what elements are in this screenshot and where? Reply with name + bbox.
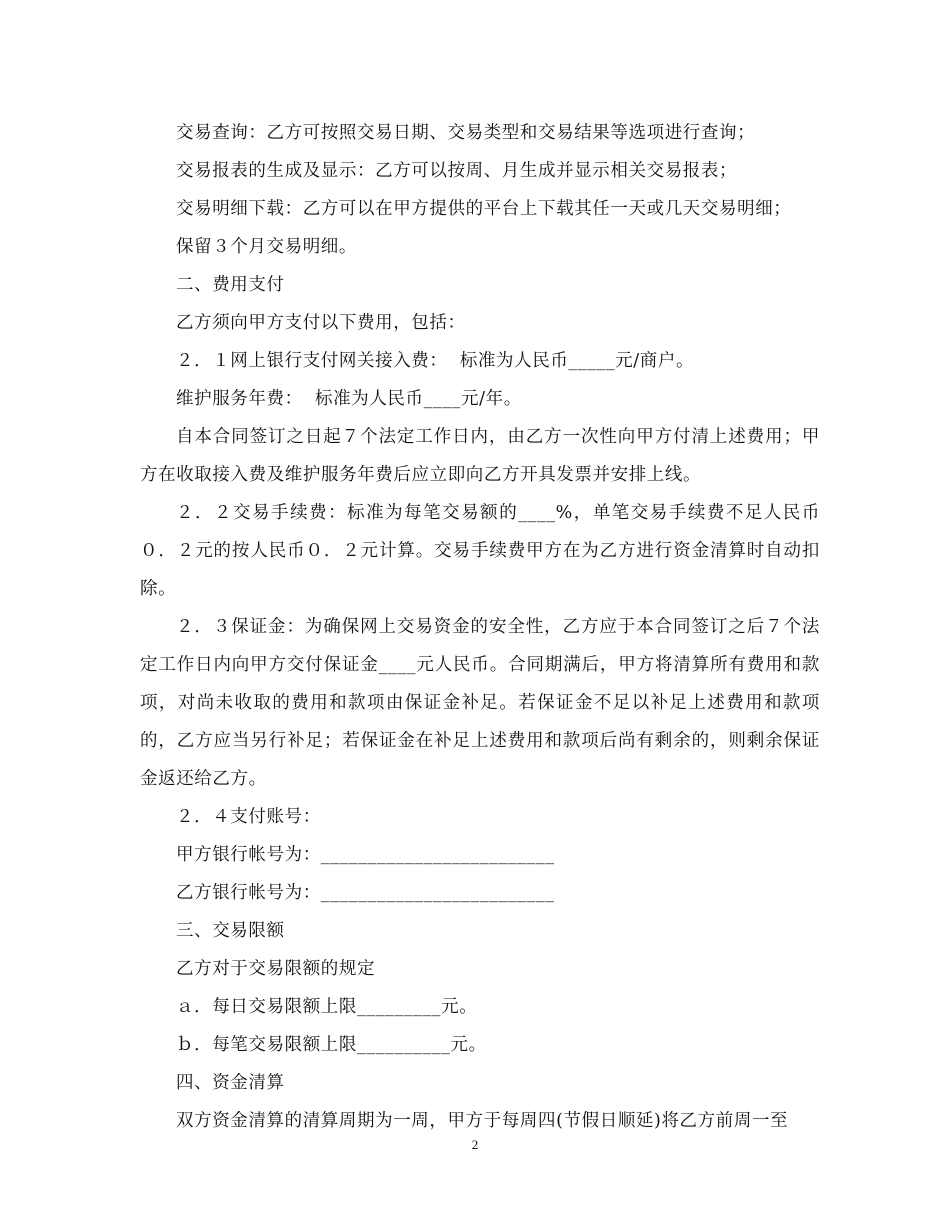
paragraph-transaction-report: 交易报表的生成及显示：乙方可以按周、月生成并显示相关交易报表； [176, 161, 738, 181]
paragraph-fees-intro: 乙方须向甲方支付以下费用，包括： [176, 313, 466, 333]
paragraph-transaction-fee: ２．２交易手续费：标准为每笔交易额的____%，单笔交易手续费不足人民币０．２元的按人民币０．２元计算。交易手续费甲方在为乙方进行资金清算时自动扣除。 [140, 503, 820, 599]
paragraph-maintenance-fee: 维护服务年费： 标准为人民币____元/年。 [176, 389, 522, 409]
paragraph-gateway-fee: ２．１网上银行支付网关接入费： 标准为人民币_____元/商户。 [176, 351, 695, 371]
paragraph-payment-account: ２．４支付账号： [176, 807, 321, 827]
document-body [140, 114, 820, 1140]
paragraph-transaction-query: 交易查询：乙方可按照交易日期、交易类型和交易结果等选项进行查询； [176, 123, 756, 143]
paragraph-retention: 保留３个月交易明细。 [176, 237, 357, 257]
paragraph-party-a-account: 甲方银行帐号为：_________________________ [176, 845, 555, 865]
paragraph-daily-limit: ａ．每日交易限额上限_________元。 [176, 997, 478, 1017]
paragraph-party-b-account: 乙方银行帐号为：_________________________ [176, 883, 555, 903]
section-heading-fees: 二、费用支付 [176, 275, 285, 295]
paragraph-deposit: ２．３保证金：为确保网上交易资金的安全性，乙方应于本合同签订之后７个法定工作日内向甲方交付保证金____元人民币。合同期满后，甲方将清算所有费用和款项，对尚未收取的费用和款项由保证金补足。若保证金不足以补足上述费用和款项的，乙方应当另行补足；若保证金在补足上述费用和款项后尚有剩余的，则剩余保证金返还给乙方。 [140, 617, 820, 789]
paragraph-transaction-download: 交易明细下载：乙方可以在甲方提供的平台上下载其任一天或几天交易明细； [176, 199, 792, 219]
section-heading-limits: 三、交易限额 [176, 921, 285, 941]
section-heading-settlement: 四、资金清算 [176, 1073, 285, 1093]
paragraph-per-transaction-limit: ｂ．每笔交易限额上限__________元。 [176, 1035, 487, 1055]
paragraph-settlement-cycle: 双方资金清算的清算周期为一周，甲方于每周四(节假日顺延)将乙方前周一至 [176, 1111, 789, 1131]
paragraph-payment-terms: 自本合同签订之日起７个法定工作日内，由乙方一次性向甲方付清上述费用；甲方在收取接入费及维护服务年费后应立即向乙方开具发票并安排上线。 [140, 427, 820, 485]
paragraph-limits-intro: 乙方对于交易限额的规定 [176, 959, 376, 979]
page-number: 2 [471, 1137, 479, 1152]
